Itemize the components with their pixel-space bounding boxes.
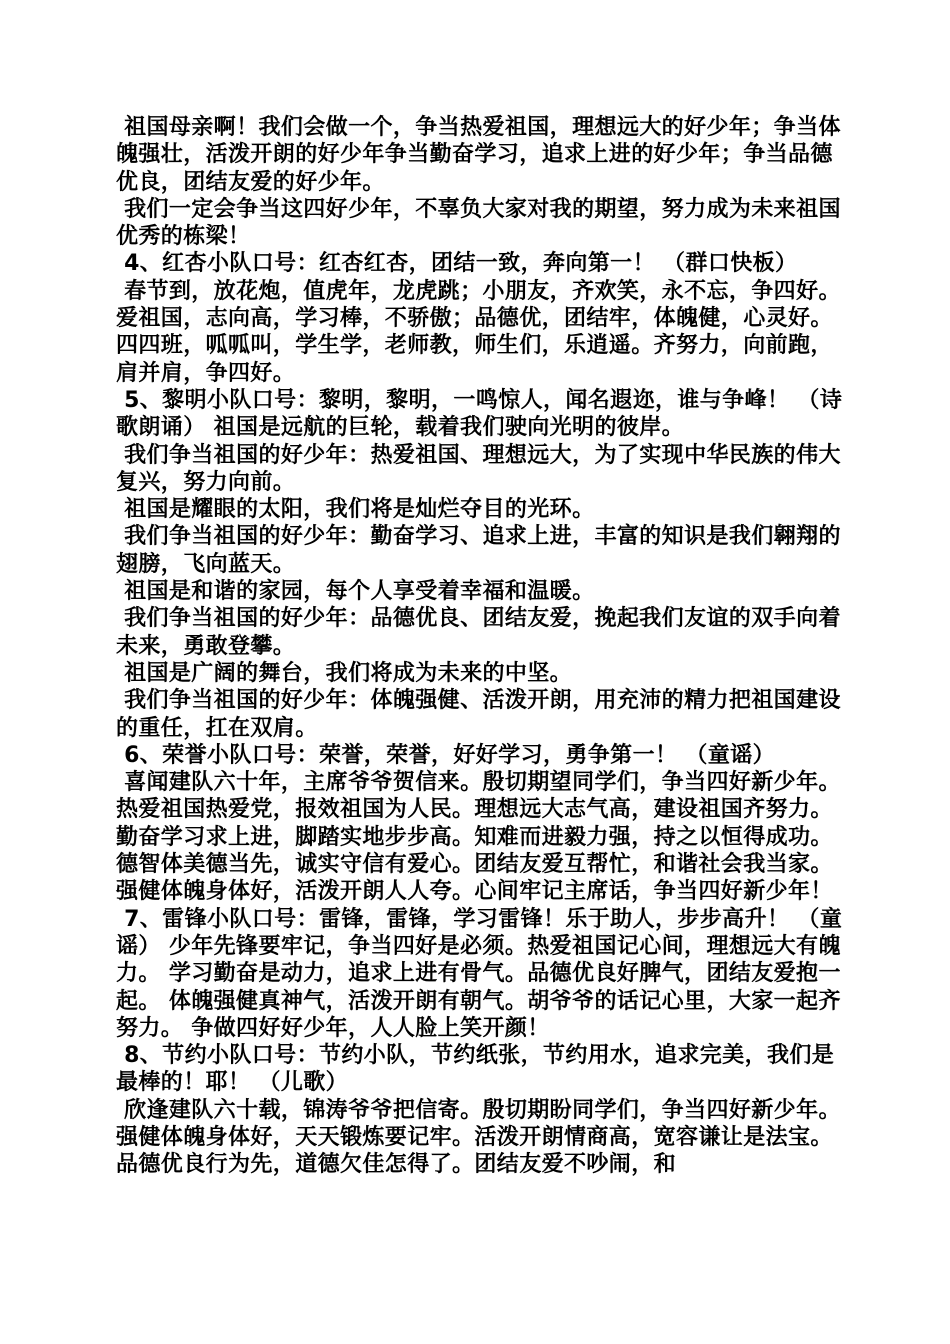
paragraph-7: 祖国是耀眼的太阳，我们将是灿烂夺目的光环。 bbox=[116, 497, 595, 523]
paragraph-17: 欣逢建队六十载，锦涛爷爷把信寄。殷切期盼同学们，争当四好新少年。强健体魄身体好，天天锻炼要记牢。活泼开朗情商高，宽容谦让是法宝。品德优良行为先，道德欠佳怎得了。团结友爱不吵闹，和 bbox=[116, 1097, 841, 1178]
paragraph-2: 我们一定会争当这四好少年，不辜负大家对我的期望，努力成为未来祖国优秀的栋梁！ bbox=[116, 196, 841, 250]
paragraph-10: 我们争当祖国的好少年：品德优良、团结友爱，挽起我们友谊的双手向着未来，勇敢登攀。 bbox=[116, 606, 841, 659]
paragraph-1: 祖国母亲啊！我们会做一个，争当热爱祖国，理想远大的好少年；争当体魄强壮，活泼开朗的好少年争当勤奋学习，追求上进的好少年；争当品德优良，团结友爱的好少年。 bbox=[116, 115, 841, 195]
paragraph-9: 祖国是和谐的家园，每个人享受着幸福和温暖。 bbox=[116, 579, 595, 605]
document-body bbox=[116, 114, 849, 1179]
paragraph-6: 我们争当祖国的好少年：热爱祖国、理想远大，为了实现中华民族的伟大复兴，努力向前。 bbox=[116, 442, 841, 495]
paragraph-4: 春节到，放花炮，值虎年，龙虎跳；小朋友，齐欢笑，永不忘，争四好。爱祖国，志向高，学习棒，不骄傲；品德优，团结牢，体魄健，心灵好。四四班，呱呱叫，学生学，老师教，师生们，乐逍遥。齐努力，向前跑，肩并肩，争四好。 bbox=[116, 278, 841, 386]
paragraph-13-heading: 6、荣誉小队口号：荣誉，荣誉，好好学习，勇争第一！ （童谣） bbox=[116, 742, 776, 768]
paragraph-5-heading: 5、黎明小队口号：黎明，黎明，一鸣惊人，闻名遐迩，谁与争峰！ （诗歌朗诵） 祖国是远航的巨轮，载着我们驶向光明的彼岸。 bbox=[116, 387, 843, 441]
paragraph-15-heading: 7、雷锋小队口号：雷锋，雷锋，学习雷锋！乐于助人，步步高升！ （童谣） 少年先锋要牢记，争当四好是必须。热爱祖国记心间，理想远大有魄力。 学习勤奋是动力，追求上进有骨气。品德优良好脾气，团结友爱抱一起。 体魄强健真神气，活泼开朗有朝气。胡爷爷的话记心里，大家一起齐努力。 争做四好好少年，人人脸上笑开颜！ bbox=[116, 906, 843, 1041]
paragraph-14: 喜闻建队六十年，主席爷爷贺信来。殷切期望同学们，争当四好新少年。 热爱祖国热爱党，报效祖国为人民。理想远大志气高，建设祖国齐努力。 勤奋学习求上进，脚踏实地步步高。知难而进毅力强，持之以恒得成功。 德智体美德当先，诚实守信有爱心。团结友爱互帮忙，和谐社会我当家。 强健体魄身体好，活泼开朗人人夸。心间牢记主席话，争当四好新少年！ bbox=[116, 770, 849, 905]
paragraph-16-heading: 8、节约小队口号：节约小队，节约纸张，节约用水，追求完美，我们是最棒的！耶！ （儿歌） bbox=[116, 1043, 835, 1096]
paragraph-8: 我们争当祖国的好少年：勤奋学习、追求上进，丰富的知识是我们翱翔的翅膀，飞向蓝天。 bbox=[116, 524, 841, 577]
paragraph-11: 祖国是广阔的舞台，我们将成为未来的中坚。 bbox=[116, 660, 573, 686]
paragraph-3-heading: 4、红杏小队口号：红杏红杏，团结一致，奔向第一！ （群口快板） bbox=[116, 251, 798, 277]
paragraph-12: 我们争当祖国的好少年：体魄强健、活泼开朗，用充沛的精力把祖国建设的重任，扛在双肩。 bbox=[116, 688, 841, 741]
